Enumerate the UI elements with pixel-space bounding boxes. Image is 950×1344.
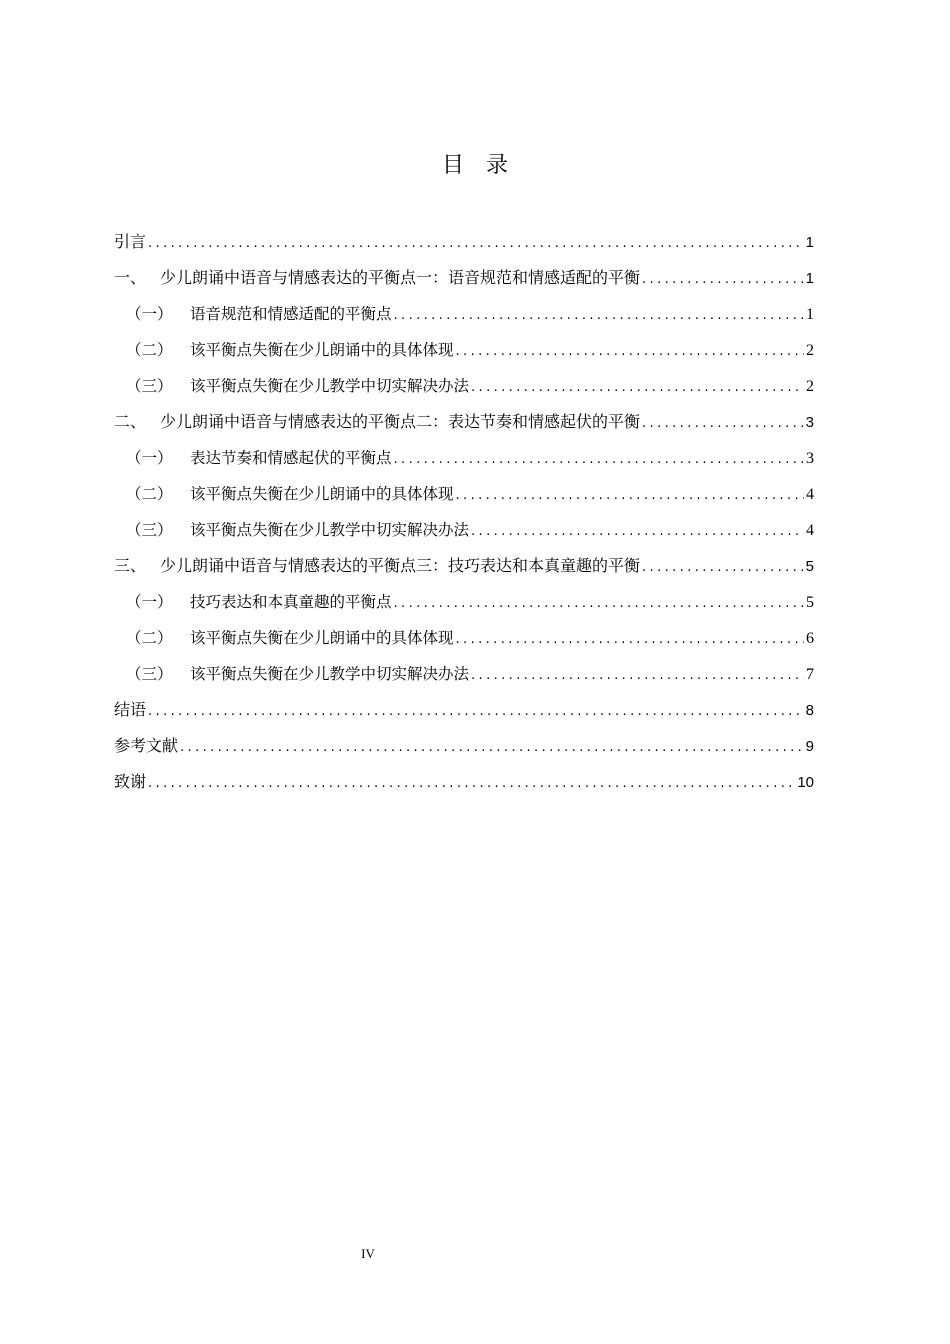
dot-leader bbox=[456, 478, 804, 514]
toc-entry-section-2-1[interactable] bbox=[114, 440, 814, 476]
toc-entry-section-3-2[interactable] bbox=[114, 620, 814, 656]
toc-entry-page: 5 bbox=[805, 558, 814, 575]
toc-entry-title: 少儿朗诵中语音与情感表达的平衡点一：语音规范和情感适配的平衡 bbox=[160, 268, 641, 287]
toc-entry-title: 该平衡点失衡在少儿教学中切实解决办法 bbox=[190, 521, 470, 539]
dot-leader bbox=[642, 550, 804, 586]
toc-entry-page: 1 bbox=[805, 234, 814, 251]
toc-entry-title: 引言 bbox=[114, 232, 147, 251]
dot-leader bbox=[456, 622, 804, 658]
toc-entry-page: 9 bbox=[805, 738, 814, 755]
toc-entry-number: （一） bbox=[126, 449, 173, 467]
toc-entry-section-2-2[interactable] bbox=[114, 476, 814, 512]
toc-entry-title: 该平衡点失衡在少儿教学中切实解决办法 bbox=[190, 665, 470, 683]
toc-entry-number: （一） bbox=[126, 593, 173, 611]
toc-entry-title: 致谢 bbox=[114, 772, 147, 791]
dot-leader bbox=[148, 766, 795, 802]
toc-entry-title: 语音规范和情感适配的平衡点 bbox=[190, 305, 392, 323]
page-number: IV bbox=[361, 1246, 375, 1261]
toc-entry-page: 7 bbox=[806, 666, 814, 683]
toc-entry-page: 1 bbox=[805, 270, 814, 287]
page-title: 目录 bbox=[441, 153, 530, 178]
dot-leader bbox=[471, 514, 804, 550]
toc-entry-title: 该平衡点失衡在少儿朗诵中的具体体现 bbox=[190, 629, 454, 647]
toc-entry-number: 二、 bbox=[114, 412, 147, 431]
toc-entry-page: 2 bbox=[806, 378, 814, 395]
toc-entry-section-3-1[interactable] bbox=[114, 584, 814, 620]
toc-entry-title: 技巧表达和本真童趣的平衡点 bbox=[190, 593, 392, 611]
toc-entry-title: 该平衡点失衡在少儿教学中切实解决办法 bbox=[190, 377, 470, 395]
toc-entry-page: 5 bbox=[806, 594, 814, 611]
dot-leader bbox=[471, 658, 804, 694]
dot-leader bbox=[394, 298, 804, 334]
toc-entry-title: 少儿朗诵中语音与情感表达的平衡点二：表达节奏和情感起伏的平衡 bbox=[160, 412, 641, 431]
toc-entry-section-2[interactable] bbox=[114, 404, 814, 440]
table-of-contents bbox=[114, 224, 814, 800]
toc-entry-title: 结语 bbox=[114, 700, 147, 719]
dot-leader bbox=[642, 406, 804, 442]
toc-entry-section-3[interactable] bbox=[114, 548, 814, 584]
toc-entry-page: 3 bbox=[805, 414, 814, 431]
toc-entry-page: 2 bbox=[806, 342, 814, 359]
toc-entry-number: （二） bbox=[126, 341, 173, 359]
toc-entry-page: 4 bbox=[806, 486, 814, 503]
toc-entry-page: 6 bbox=[806, 630, 814, 647]
dot-leader bbox=[148, 694, 804, 730]
dot-leader bbox=[394, 586, 804, 622]
toc-entry-page: 10 bbox=[797, 774, 814, 791]
dot-leader bbox=[471, 370, 804, 406]
dot-leader bbox=[180, 730, 804, 766]
toc-entry-number: （三） bbox=[126, 377, 173, 395]
toc-entry-section-1-1[interactable] bbox=[114, 296, 814, 332]
dot-leader bbox=[456, 334, 804, 370]
toc-entry-section-2-3[interactable] bbox=[114, 512, 814, 548]
toc-entry-number: （二） bbox=[126, 485, 173, 503]
toc-entry-number: （三） bbox=[126, 521, 173, 539]
dot-leader bbox=[642, 262, 804, 298]
toc-entry-number: （三） bbox=[126, 665, 173, 683]
toc-entry-introduction[interactable] bbox=[114, 224, 814, 260]
toc-entry-number: （一） bbox=[126, 305, 173, 323]
toc-entry-references[interactable] bbox=[114, 728, 814, 764]
toc-entry-title: 该平衡点失衡在少儿朗诵中的具体体现 bbox=[190, 341, 454, 359]
toc-entry-section-3-3[interactable] bbox=[114, 656, 814, 692]
toc-entry-title: 表达节奏和情感起伏的平衡点 bbox=[190, 449, 392, 467]
toc-entry-conclusion[interactable] bbox=[114, 692, 814, 728]
dot-leader bbox=[394, 442, 804, 478]
toc-entry-title: 少儿朗诵中语音与情感表达的平衡点三：技巧表达和本真童趣的平衡 bbox=[160, 556, 641, 575]
toc-entry-page: 4 bbox=[806, 522, 814, 539]
toc-entry-section-1[interactable] bbox=[114, 260, 814, 296]
toc-entry-number: 三、 bbox=[114, 556, 147, 575]
toc-entry-number: 一、 bbox=[114, 268, 147, 287]
toc-entry-number: （二） bbox=[126, 629, 173, 647]
toc-entry-section-1-2[interactable] bbox=[114, 332, 814, 368]
toc-entry-page: 1 bbox=[806, 306, 814, 323]
toc-entry-title: 该平衡点失衡在少儿朗诵中的具体体现 bbox=[190, 485, 454, 503]
dot-leader bbox=[148, 226, 804, 262]
toc-entry-acknowledgements[interactable] bbox=[114, 764, 814, 800]
toc-entry-page: 8 bbox=[805, 702, 814, 719]
toc-entry-page: 3 bbox=[806, 450, 814, 467]
toc-entry-title: 参考文献 bbox=[114, 736, 179, 755]
toc-entry-section-1-3[interactable] bbox=[114, 368, 814, 404]
